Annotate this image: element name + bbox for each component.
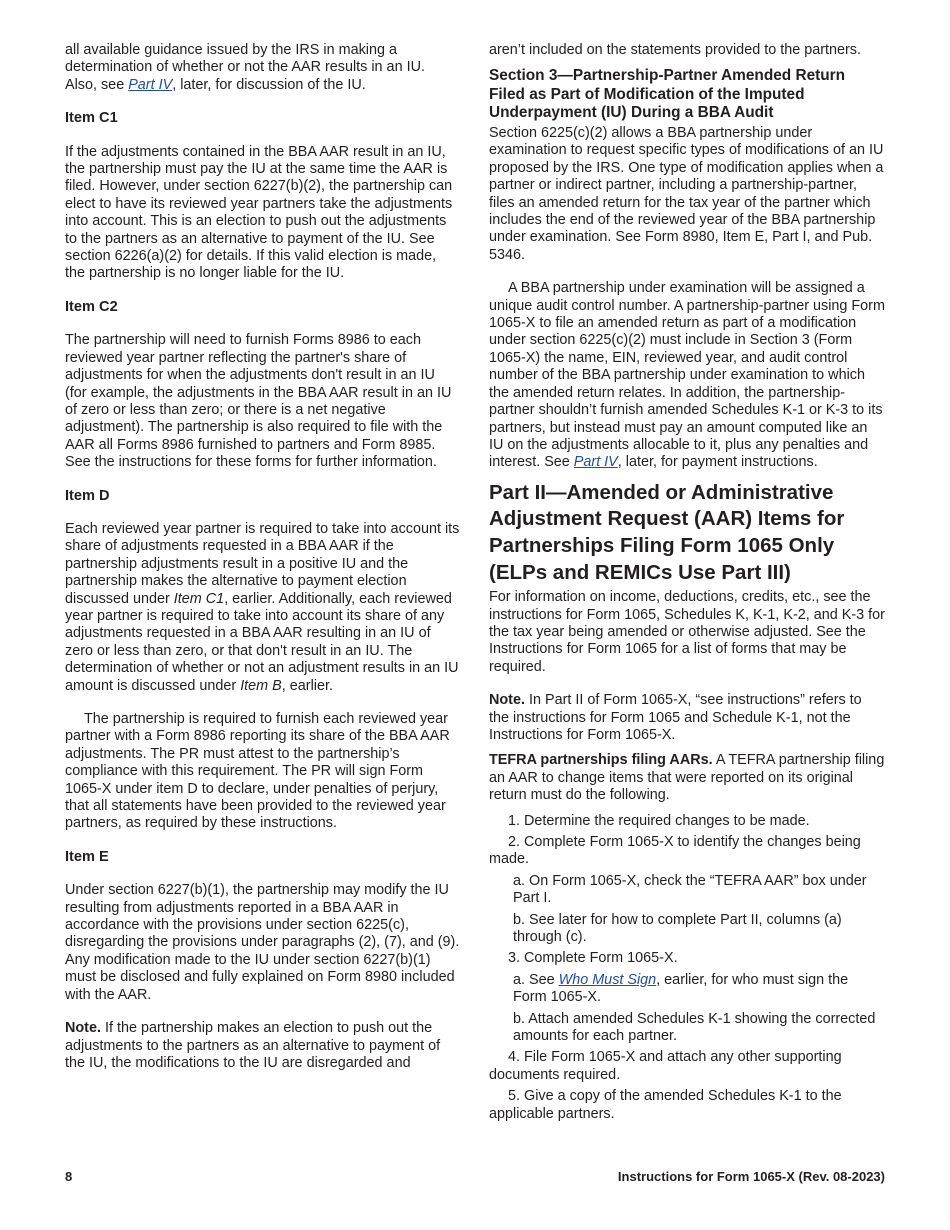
note-paragraph: Note. If the partnership makes an election to push out the adjustments to the partners as an alternative to payment of the IU, the modifications to the IU are disregarded and — [65, 1020, 441, 1071]
part-iv-link[interactable]: Part IV — [128, 76, 173, 93]
step-4: 4. File Form 1065-X and attach any other supporting documents required. — [489, 1049, 842, 1083]
paragraph-item-d-2: The partnership is required to furnish each reviewed year partner with a Form 8986 reporting its share of the BBA AAR adjustments. The PR must attest to the partnership’s compliance with this requirement. The PR will sign Form 1065-X under item D to declare, under penalties of perjury, that all statements have been provided to the reviewed year partners, as required by these instructions. — [65, 711, 450, 832]
tefra-paragraph: TEFRA partnerships filing AARs. A TEFRA partnership filing an AAR to change items that were reported on its original return must do the following. — [489, 752, 885, 804]
step-5: 5. Give a copy of the amended Schedules K-1 to the applicable partners. — [489, 1088, 842, 1122]
paragraph-section-3-b: A BBA partnership under examination will be assigned a unique audit control number. A partnership-partner using Form 1065-X to file an amended return as part of a modification under section 6225(c)(2) must include in Section 3 (Form 1065-X) the name, EIN, reviewed year, and audit control number of the BBA partnership under examination to which the amended return relates. In addition, the partnership-partner shouldn’t furnish amended Schedules K-1 or K-3 to its partners, but instead must pay an amount computed like an IU on the adjustments allocable to it, plus any penalties and interest. See Part IV, later, for payment instructions. — [489, 280, 885, 471]
tefra-steps — [489, 813, 885, 1124]
step-2a: a. On Form 1065-X, check the “TEFRA AAR” box under Part I. — [513, 872, 867, 907]
paragraph-item-c1: If the adjustments contained in the BBA AAR result in an IU, the partnership must pay the IU at the same time the AAR is filed. However, under section 6227(b)(2), the partnership can elect to have its reviewed year partners take the adjustments into account. This is an election to push out the adjustments to the partners as an alternative to payment of the IU. See section 6226(a)(2) for details. If this valid election is made, the partnership is no longer liable for the IU. — [65, 143, 453, 282]
step-3b: b. Attach amended Schedules K-1 showing the corrected amounts for each partner. — [513, 1010, 876, 1045]
heading-section-3: Section 3—Partnership-Partner Amended Return Filed as Part of Modification of the Imputed Underpayment (IU) During a BBA Audit — [489, 67, 846, 121]
note-paragraph-right: Note. In Part II of Form 1065-X, “see instructions” refers to the instructions for Form 1065 and Schedule K-1, not the Instructions for Form 1065-X. — [489, 692, 862, 743]
paragraph-continued: aren’t included on the statements provided to the partners. — [489, 42, 861, 58]
paragraph-item-e: Under section 6227(b)(1), the partnership may modify the IU resulting from adjustments reported in a BBA AAR in accordance with the provisions under section 6225(c), disregarding the provisions under paragraphs (2), (7), and (9). Any modification made to the IU under section 6227(b)(1) must be disclosed and fully explained on Form 8980 included with the AAR. — [65, 882, 460, 1003]
step-2: 2. Complete Form 1065-X to identify the changes being made. — [489, 833, 861, 868]
step-2b: b. See later for how to complete Part II, columns (a) through (c). — [513, 911, 842, 946]
paragraph-section-3: Section 6225(c)(2) allows a BBA partnership under examination to request specific types of modifications of an IU proposed by the IRS. One type of modification applies when a partner or indirect partner, including a partnership-partner, files an amended return for the tax year of the partner which includes the end of the reviewed year of the BBA partnership under examination. See Form 8980, Item E, Part I, and Pub. 5346. — [489, 125, 884, 263]
page-number: 8 — [65, 1169, 73, 1184]
heading-item-e: Item E — [65, 848, 109, 865]
heading-item-d: Item D — [65, 487, 110, 504]
who-must-sign-link[interactable]: Who Must Sign — [558, 971, 657, 988]
step-3: 3. Complete Form 1065-X. — [508, 950, 678, 967]
form-title: Instructions for Form 1065-X (Rev. 08-2023) — [617, 1169, 885, 1184]
part-iv-link-2[interactable]: Part IV — [573, 454, 618, 471]
right-column — [489, 42, 885, 1127]
heading-part-ii: Part II—Amended or Administrative Adjustment Request (AAR) Items for Partnerships Filing Form 1065 Only (ELPs and REMICs Use Part III) — [489, 480, 845, 584]
step-1: 1. Determine the required changes to be made. — [508, 812, 810, 829]
heading-item-c2: Item C2 — [65, 298, 118, 315]
paragraph-item-c2: The partnership will need to furnish Forms 8986 to each reviewed year partner reflecting the partner's share of adjustments for when the adjustments don't result in an IU (for example, the adjustments in the BBA AAR result in an IU of zero or less than zero; or there is a net negative adjustment). The partnership is also required to file with the AAR all Forms 8986 furnished to partners and Form 8985. See the instructions for these forms for further information. — [65, 332, 452, 471]
heading-item-c1: Item C1 — [65, 110, 118, 127]
left-column — [65, 42, 460, 1088]
step-3a: a. See Who Must Sign, earlier, for who must sign the Form 1065-X. — [513, 971, 849, 1006]
paragraph-part-ii: For information on income, deductions, credits, etc., see the instructions for Form 1065, Schedules K, K-1, K-2, and K-3 for the tax year being amended or otherwise adjusted. See the Instructions for Form 1065 for a list of forms that may be required. — [489, 589, 885, 675]
paragraph-intro: all available guidance issued by the IRS in making a determination of whether or not the AAR results in an IU. Also, see Part IV, later, for discussion of the IU. — [65, 42, 425, 93]
paragraph-item-d: Each reviewed year partner is required to take into account its share of adjustments requested in a BBA AAR if the partnership adjustments result in a positive IU and the partnership makes the alternative to payment election discussed under Item C1, earlier. Additionally, each reviewed year partner is required to take into account its share of any adjustments requested in a BBA AAR resulting in an IU of zero or less than zero, or that don't result in an IU. The determination of whether or not an adjustment results in an IU amount is discussed under Item B, earlier. — [65, 520, 460, 694]
